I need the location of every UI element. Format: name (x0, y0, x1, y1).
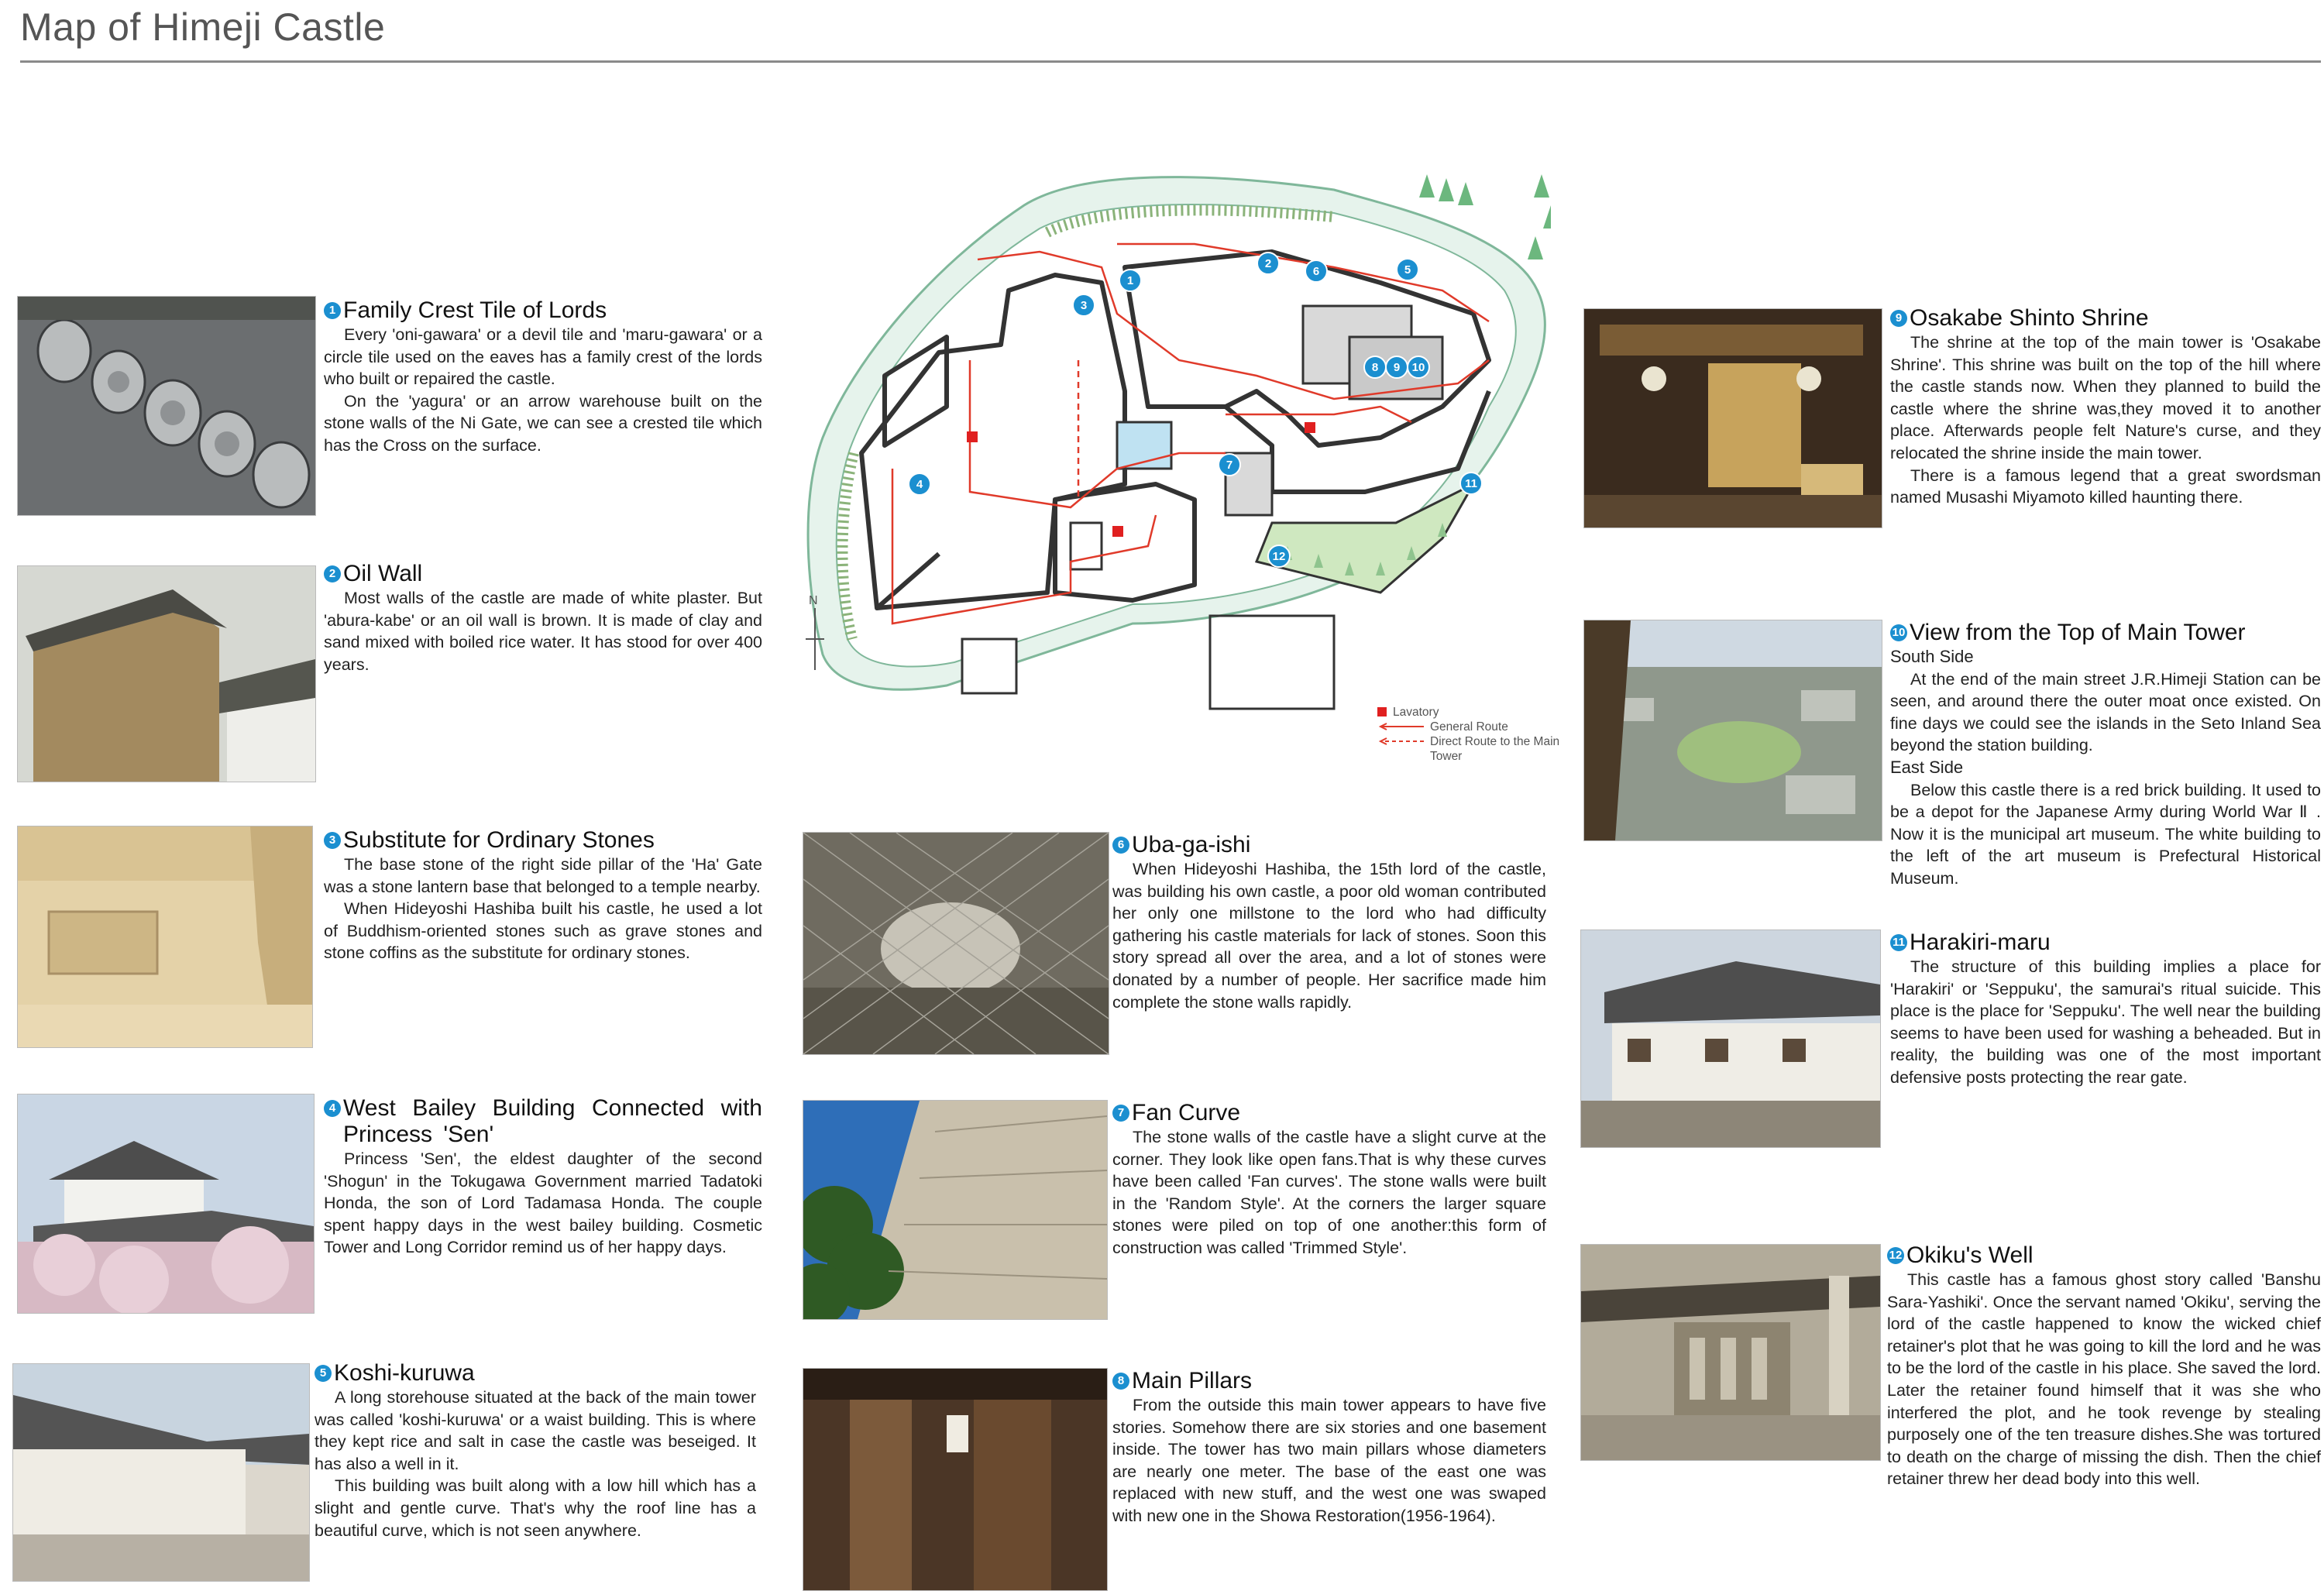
section-3-paragraph: The base stone of the right side pillar of the 'Ha' Gate was a stone lantern base that belonged to a temple nearby. (324, 855, 762, 896)
map-marker-5: 5 (1396, 258, 1419, 281)
map-marker-8: 8 (1363, 356, 1387, 379)
section-11 (1890, 930, 2321, 1089)
section-10 (1890, 620, 2321, 890)
photo-west-bailey (17, 1094, 315, 1314)
page-title: Map of Himeji Castle (20, 5, 386, 49)
section-1-paragraph: On the 'yagura' or an arrow warehouse built on the stone walls of the Ni Gate, we can see a crested tile which has the Cross on the surface. (324, 391, 762, 455)
section-3-title: Substitute for Ordinary Stones (343, 827, 655, 853)
section-12-title: Okiku's Well (1906, 1242, 2033, 1268)
section-7-heading (1112, 1100, 1546, 1126)
map-marker-12: 12 (1267, 545, 1291, 568)
section-1 (324, 297, 762, 457)
section-5-paragraph: This building was built along with a low hill which has a slight and gentle curve. That's why the roof line has a beautiful curve, which is not seen anywhere. (315, 1476, 756, 1540)
section-10-title: View from the Top of Main Tower (1910, 620, 2246, 645)
photo-view-from-top (1583, 620, 1882, 841)
section-5-heading (315, 1360, 756, 1387)
legend-direct-route (1377, 734, 1577, 764)
marker-icon: 5 (315, 1365, 332, 1382)
photo-osakabe-shrine (1583, 308, 1882, 528)
photo-fan-curve (803, 1100, 1108, 1320)
section-2-title: Oil Wall (343, 561, 423, 586)
section-8 (1112, 1368, 1546, 1527)
marker-icon: 10 (1890, 624, 1907, 641)
marker-icon: 1 (324, 302, 341, 319)
marker-icon: 2 (324, 565, 341, 582)
section-11-heading (1890, 930, 2321, 956)
section-2-paragraph: Most walls of the castle are made of white plaster. But 'abura-kabe' or an oil wall is brown. It is made of clay and sand mixed with boiled rice water. It has stood for over 400 years. (324, 589, 762, 674)
photo-substitute-stones (17, 826, 313, 1048)
section-11-title: Harakiri-maru (1910, 930, 2051, 955)
section-10-paragraph-east: Below this castle there is a red brick building. It used to be a depot for the Japanese Army during World War Ⅱ . Now it is the municipal art museum. The white building to the left of the art museum is Prefectural Historical Museum. (1890, 780, 2321, 888)
photo-uba-ga-ishi (803, 832, 1109, 1055)
marker-icon: 11 (1890, 934, 1907, 951)
section-5-paragraph: A long storehouse situated at the back of the main tower was called 'koshi-kuruwa' or a waist building. This is where they kept rice and salt in case the castle was beseiged. It has also a well in it. (315, 1388, 756, 1473)
map-marker-1: 1 (1119, 269, 1142, 292)
title-divider (20, 60, 2321, 63)
photo-main-pillars (803, 1368, 1108, 1591)
section-9-heading (1890, 305, 2321, 332)
legend-general-route-label: General Route (1430, 720, 1508, 734)
section-6-paragraph: When Hideyoshi Hashiba, the 15th lord of the castle, was building his own castle, a poor old woman contributed her only one millstone to the lord who had difficulty gathering his castle materials for lack of stones. Soon this story spread all over the area, and a lot of stones were donated by a number of people. Her sacrifice made him complete the stone walls rapidly. (1112, 860, 1546, 1012)
section-4-heading (324, 1095, 762, 1148)
marker-icon: 6 (1112, 837, 1129, 854)
direct-route-icon (1377, 737, 1424, 745)
lavatory-icon (1377, 707, 1387, 716)
legend-lavatory-label: Lavatory (1393, 706, 1439, 719)
map-marker-6: 6 (1305, 259, 1328, 283)
marker-icon: 3 (324, 832, 341, 849)
section-3-heading (324, 827, 762, 854)
section-8-title: Main Pillars (1132, 1368, 1253, 1393)
section-1-title: Family Crest Tile of Lords (343, 297, 607, 323)
section-9-title: Osakabe Shinto Shrine (1910, 305, 2149, 331)
section-1-paragraph: Every 'oni-gawara' or a devil tile and 'maru-gawara' or a circle tile used on the eaves has a family crest of the lords who built or repaired the castle. (324, 325, 762, 389)
section-9-paragraph: The shrine at the top of the main tower is 'Osakabe Shrine'. This shrine was built on the top of the hill where the castle stands now. When they planned to build the castle where the shrine was,they moved it to another place. Afterwards people felt Nature's curse, and they relocated the shrine inside the main tower. (1890, 333, 2321, 462)
section-10-subheading-east: East Side (1890, 757, 1964, 777)
map-marker-9: 9 (1385, 356, 1408, 379)
photo-koshi-kuruwa (12, 1363, 310, 1582)
section-10-subheading-south: South Side (1890, 647, 1974, 666)
section-10-heading (1890, 620, 2321, 646)
section-9-paragraph: There is a famous legend that a great swordsman named Musashi Miyamoto killed haunting there. (1890, 466, 2321, 507)
section-6 (1112, 832, 1546, 1013)
section-5 (315, 1360, 756, 1541)
map-marker-4: 4 (908, 472, 931, 496)
section-6-heading (1112, 832, 1546, 858)
section-12-heading (1887, 1242, 2321, 1269)
marker-icon: 7 (1112, 1105, 1129, 1122)
map-marker-11: 11 (1459, 472, 1483, 495)
photo-family-crest-tiles (17, 296, 316, 516)
section-4-paragraph: Princess 'Sen', the eldest daughter of the second 'Shogun' in the Tokugawa Government married Tadatoki Honda, the son of Lord Tadamasa Honda. The couple spent happy days in the west bailey building. Cosmetic Tower and Long Corridor remind us of her happy days. (324, 1149, 762, 1257)
section-12 (1887, 1242, 2321, 1490)
map-legend (1377, 705, 1577, 764)
section-4-title: West Bailey Building Connected with Princess 'Sen' (343, 1095, 762, 1147)
section-11-paragraph: The structure of this building implies a place for 'Harakiri' or 'Seppuku', the samurai's ritual suicide. This place is the place for 'Seppuku'. The well near the building seems to have been used for washing a beheaded. But in reality, the building was one of the most important defensive posts protecting the rear gate. (1890, 957, 2321, 1087)
section-8-heading (1112, 1368, 1546, 1394)
photo-oil-wall (17, 565, 316, 782)
section-10-paragraph-south: At the end of the main street J.R.Himeji Station can be seen, and around there the outer moat once existed. On fine days we could see the islands in the Seto Inland Sea beyond the station building. (1890, 669, 2321, 755)
map-marker-7: 7 (1218, 453, 1241, 476)
marker-icon: 4 (324, 1100, 341, 1117)
map-marker-2: 2 (1257, 252, 1280, 275)
section-3-paragraph: When Hideyoshi Hashiba built his castle, he used a lot of Buddhism-oriented stones such as grave stones and stone coffins as the substitute for ordinary stones. (324, 899, 762, 963)
section-8-paragraph: From the outside this main tower appears to have five stories. Somehow there are six stories and one basement inside. The tower has two main pillars whose diameters are nearly one meter. The base of the east one was replaced with new stuff, and the west one was swaped with new one in the Showa Restoration(1956-1964). (1112, 1396, 1546, 1525)
legend-lavatory (1377, 705, 1577, 720)
section-2-heading (324, 561, 762, 587)
section-6-title: Uba-ga-ishi (1132, 832, 1251, 857)
section-5-title: Koshi-kuruwa (334, 1360, 475, 1386)
section-7-paragraph: The stone walls of the castle have a slight curve at the corner. They look like open fans.That is why these curves have been called 'Fan curves'. The stone walls were built in the 'Random Style'. At the corners the larger square stones were piled on top of one another:this form of construction was called 'Trimmed Style'. (1112, 1128, 1546, 1257)
section-1-heading (324, 297, 762, 324)
legend-general-route (1377, 720, 1577, 734)
svg-text:N: N (809, 594, 818, 607)
photo-okikus-well (1580, 1244, 1881, 1461)
photo-harakiri-maru (1580, 930, 1881, 1148)
marker-icon: 8 (1112, 1373, 1129, 1390)
map-marker-3: 3 (1072, 294, 1095, 317)
section-7 (1112, 1100, 1546, 1259)
castle-map-drawing (792, 159, 1551, 778)
section-3 (324, 827, 762, 964)
legend-direct-route-label: Direct Route to the Main Tower (1430, 735, 1560, 763)
marker-icon: 12 (1887, 1247, 1904, 1264)
section-9 (1890, 305, 2321, 509)
castle-map (792, 159, 1551, 778)
marker-icon: 9 (1890, 310, 1907, 327)
section-4 (324, 1095, 762, 1259)
section-2 (324, 561, 762, 675)
section-7-title: Fan Curve (1132, 1100, 1241, 1125)
section-12-paragraph: This castle has a famous ghost story called 'Banshu Sara-Yashiki'. Once the servant named 'Okiku', serving the lord of the castle happened to know the wicked chief retainer's plot that he was going to kill the lord and he was to be the lord of the castle in his place. She saved the lord. Later the retainer found himself that it was she who interfered the plot, and he took revenge by stealing purposely one of the ten treasure dishes.She was tortured to death on the charge of missing the dish. Then the chief retainer threw her dead body into this well. (1887, 1270, 2321, 1489)
map-marker-10: 10 (1407, 356, 1430, 379)
general-route-icon (1377, 723, 1424, 730)
